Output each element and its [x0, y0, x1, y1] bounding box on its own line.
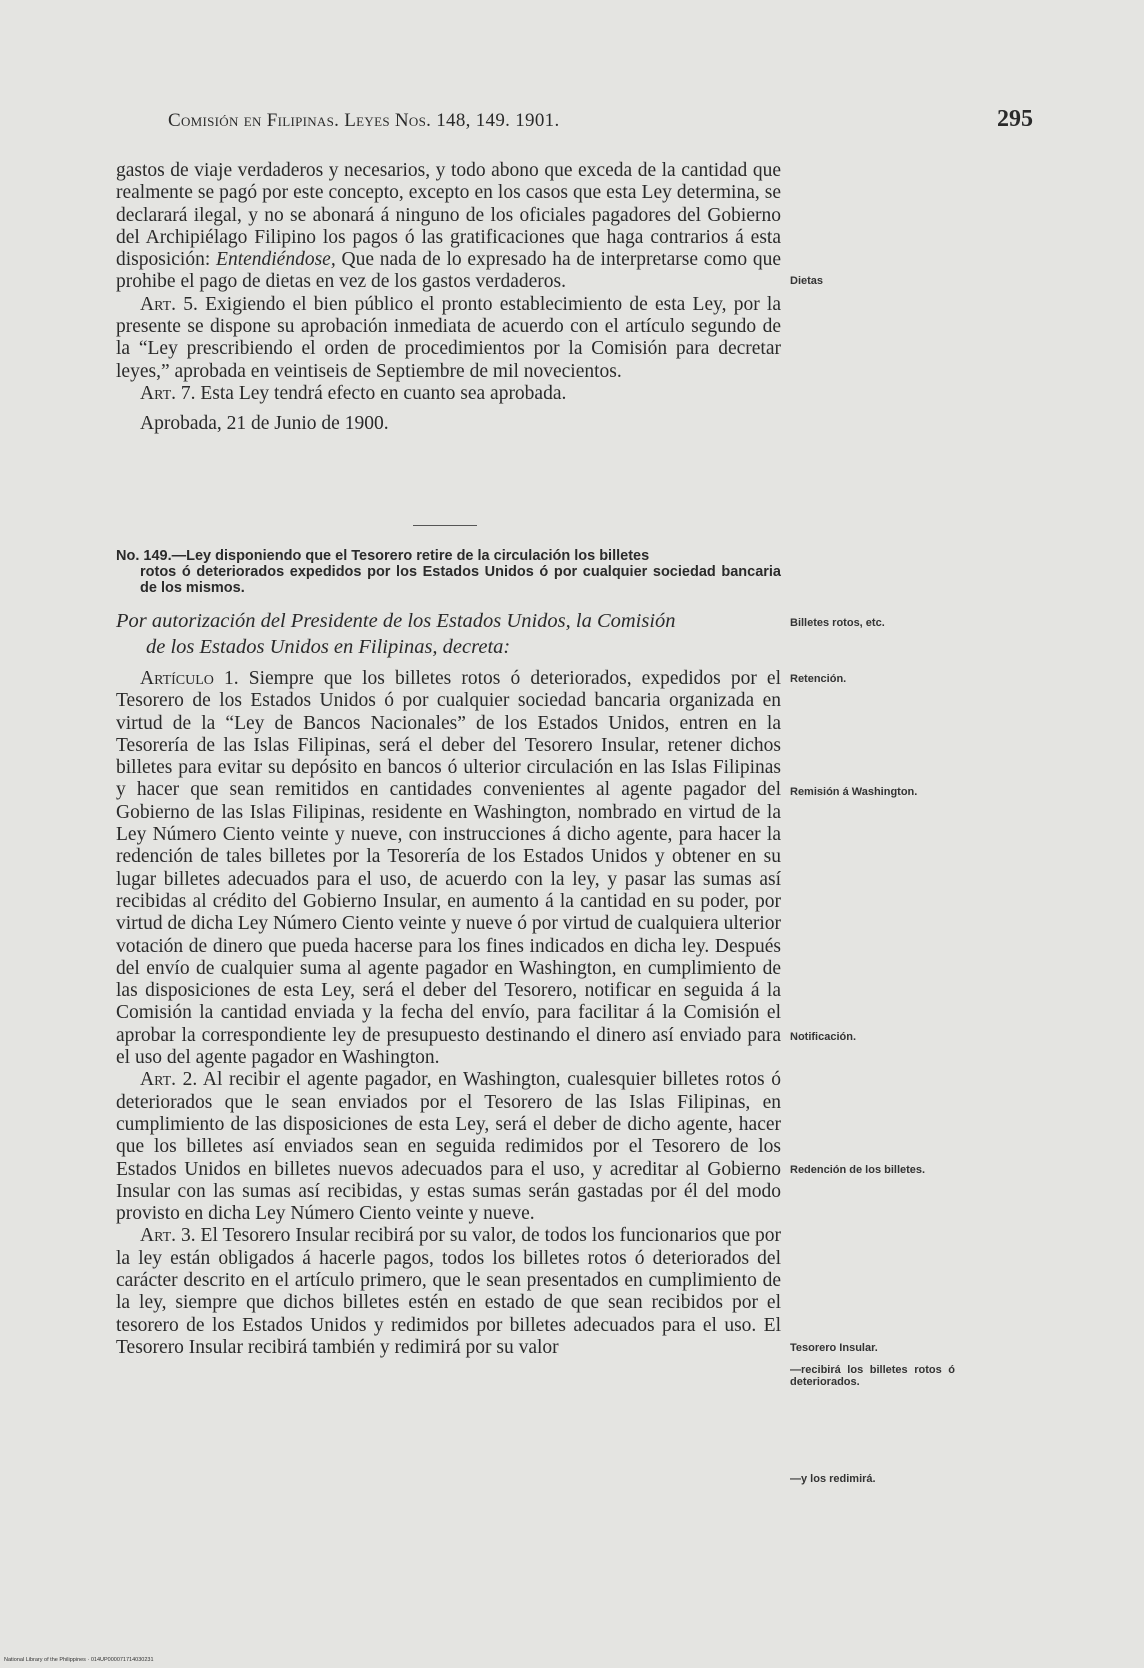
article-label: Art. 5. [140, 293, 198, 315]
margin-note-redencion: Redención de los billetes. [790, 1164, 926, 1176]
article-text: Esta Ley tendrá efecto en cuanto sea aprobada. [200, 382, 567, 404]
margin-note-recibira: —recibirá los billetes rotos ó deteriorados. [790, 1364, 955, 1388]
proviso-italic: Entendiéndose, [216, 249, 336, 271]
margin-note-tesorero: Tesorero Insular. [790, 1342, 878, 1354]
margin-note-remision: Remisión á Washington. [790, 786, 918, 798]
article-label: Art. 7. [140, 382, 196, 404]
article-label: Art. 3. [140, 1225, 196, 1247]
article-text: Siempre que los billetes rotos ó deteriorados, expedidos por el Tesorero de los Estados Unidos ó por cualquier sociedad bancaria organizada en virtud de la “Ley de Bancos Nacionales” de los Estados Unidos, entren en la Tesorería de las Islas Filipinas, será el deber del Tesorero Insular, retener dichos billetes para evitar su depósito en bancos ó ulterior circulación en las Islas Filipinas y hacer que sean remitidos en cantidades convenientes al agente pagador del Gobierno de las Islas Filipinas, residente en Washington, nombrado en virtud de la Ley Número Ciento veinte y nueve, con instrucciones á dicho agente, para hacer la redención de tales billetes por la Tesorería de los Estados Unidos y obtener en su lugar billetes adecuados para el uso, de acuerdo con la ley, y pasar las sumas así recibidas al crédito del Gobierno Insular, en aumento á la cantidad en su poder, por virtud de dicha Ley Número Ciento veinte y nueve ó por virtud de cualquiera ulterior votación de dinero que pueda hacerse para los fines indicados en dicha ley. Después del envío de cualquier suma al agente pagador en Washington, en cumplimiento de las disposiciones de esta Ley, será el deber del Tesorero, notificar en seguida á la Comisión la cantidad enviada y la fecha del envío, para facilitar á la Comisión el aprobar la correspondiente ley de presupuesto destinando el dinero así enviado para el uso del agente pagador en Washington. [116, 668, 782, 1069]
article-label: Artículo 1. [140, 668, 239, 689]
article-label: Art. 2. [140, 1069, 198, 1091]
approval-date: Aprobada, 21 de Junio de 1900. [140, 413, 389, 435]
enacting-clause-line2: de los Estados Unidos en Filipinas, decreta: [146, 636, 511, 658]
margin-note-retencion: Retención. [790, 673, 847, 685]
scan-credit: National Library of the Philippines · 014UP000071714030231 [4, 1657, 154, 1663]
article-2 [116, 1069, 781, 1225]
article-1 [116, 668, 781, 1069]
article-7 [116, 383, 781, 405]
paragraph-continuation [116, 160, 781, 294]
margin-note-notificacion: Notificación. [790, 1031, 857, 1043]
law-title-rest: rotos ó deteriorados expedidos por los Estados Unidos ó por cualquier sociedad bancaria de los mismos. [140, 564, 781, 596]
continuation-text: gastos de viaje verdaderos y necesarios, y todo abono que exceda de la cantidad que realmente se pagó por este concepto, excepto en los casos que esta Ley determina, se declarará ilegal, y no se abonará á ninguno de los oficiales pagadores del Gobierno del Archipiélago Filipino los pagos ó las gratificaciones que haga contrarios á esta disposición: [116, 160, 781, 271]
law-title-line1: No. 149.—Ley disponiendo que el Tesorero retire de la circulación los billetes [116, 548, 650, 564]
margin-note-billetes: Billetes rotos, etc. [790, 617, 885, 629]
article-3 [116, 1225, 781, 1359]
margin-note-redimira: —y los redimirá. [790, 1473, 876, 1485]
running-head: Comisión en Filipinas. Leyes Nos. 148, 149. 1901. [168, 110, 560, 131]
article-text: El Tesorero Insular recibirá por su valor, de todos los funcionarios que por la ley están obligados á hacerle pagos, todos los billetes rotos ó deteriorados del carácter descrito en el artículo primero, que le sean presentados en cumplimiento de la ley, siempre que dichos billetes estén en estado de que sean recibidos por el tesorero de los Estados Unidos y redimidos por billetes adecuados para el uso. El Tesorero Insular recibirá también y redimirá por su valor [116, 1225, 781, 1358]
enacting-clause-line1: Por autorización del Presidente de los Estados Unidos, la Comisión [116, 610, 676, 632]
proviso-text: Que nada de lo expresado ha de interpretarse como que prohibe el pago de dietas en vez de los gastos verdaderos. [116, 249, 781, 293]
article-text: Exigiendo el bien público el pronto establecimiento de esta Ley, por la presente se dispone su aprobación inmediata de acuerdo con el artículo segundo de la “Ley prescribiendo el orden de procedimientos por la Comisión para decretar leyes,” aprobada en veintiseis de Septiembre de mil novecientos. [116, 293, 782, 382]
law-149-title [116, 548, 781, 596]
article-5 [116, 294, 781, 383]
article-text: Al recibir el agente pagador, en Washington, cualesquier billetes rotos ó deteriorados que le sean enviados por el Tesorero de las Islas Filipinas, en cumplimiento de las disposiciones de esta Ley, será el deber de dicho agente, hacer que los billetes así enviados sean en seguida redimidos por el Tesorero de los Estados Unidos en billetes nuevos adecuados para el uso, y acreditar al Gobierno Insular con las sumas así recibidas, y estas sumas serán gastadas por él del modo provisto en dicha Ley Número Ciento veinte y nueve. [116, 1069, 781, 1225]
law-149-body [116, 668, 781, 1359]
section-divider [413, 525, 477, 526]
page-number: 295 [997, 106, 1033, 132]
law-148-body [116, 160, 781, 436]
enacting-clause [116, 608, 781, 660]
margin-note-dietas: Dietas [790, 275, 824, 287]
